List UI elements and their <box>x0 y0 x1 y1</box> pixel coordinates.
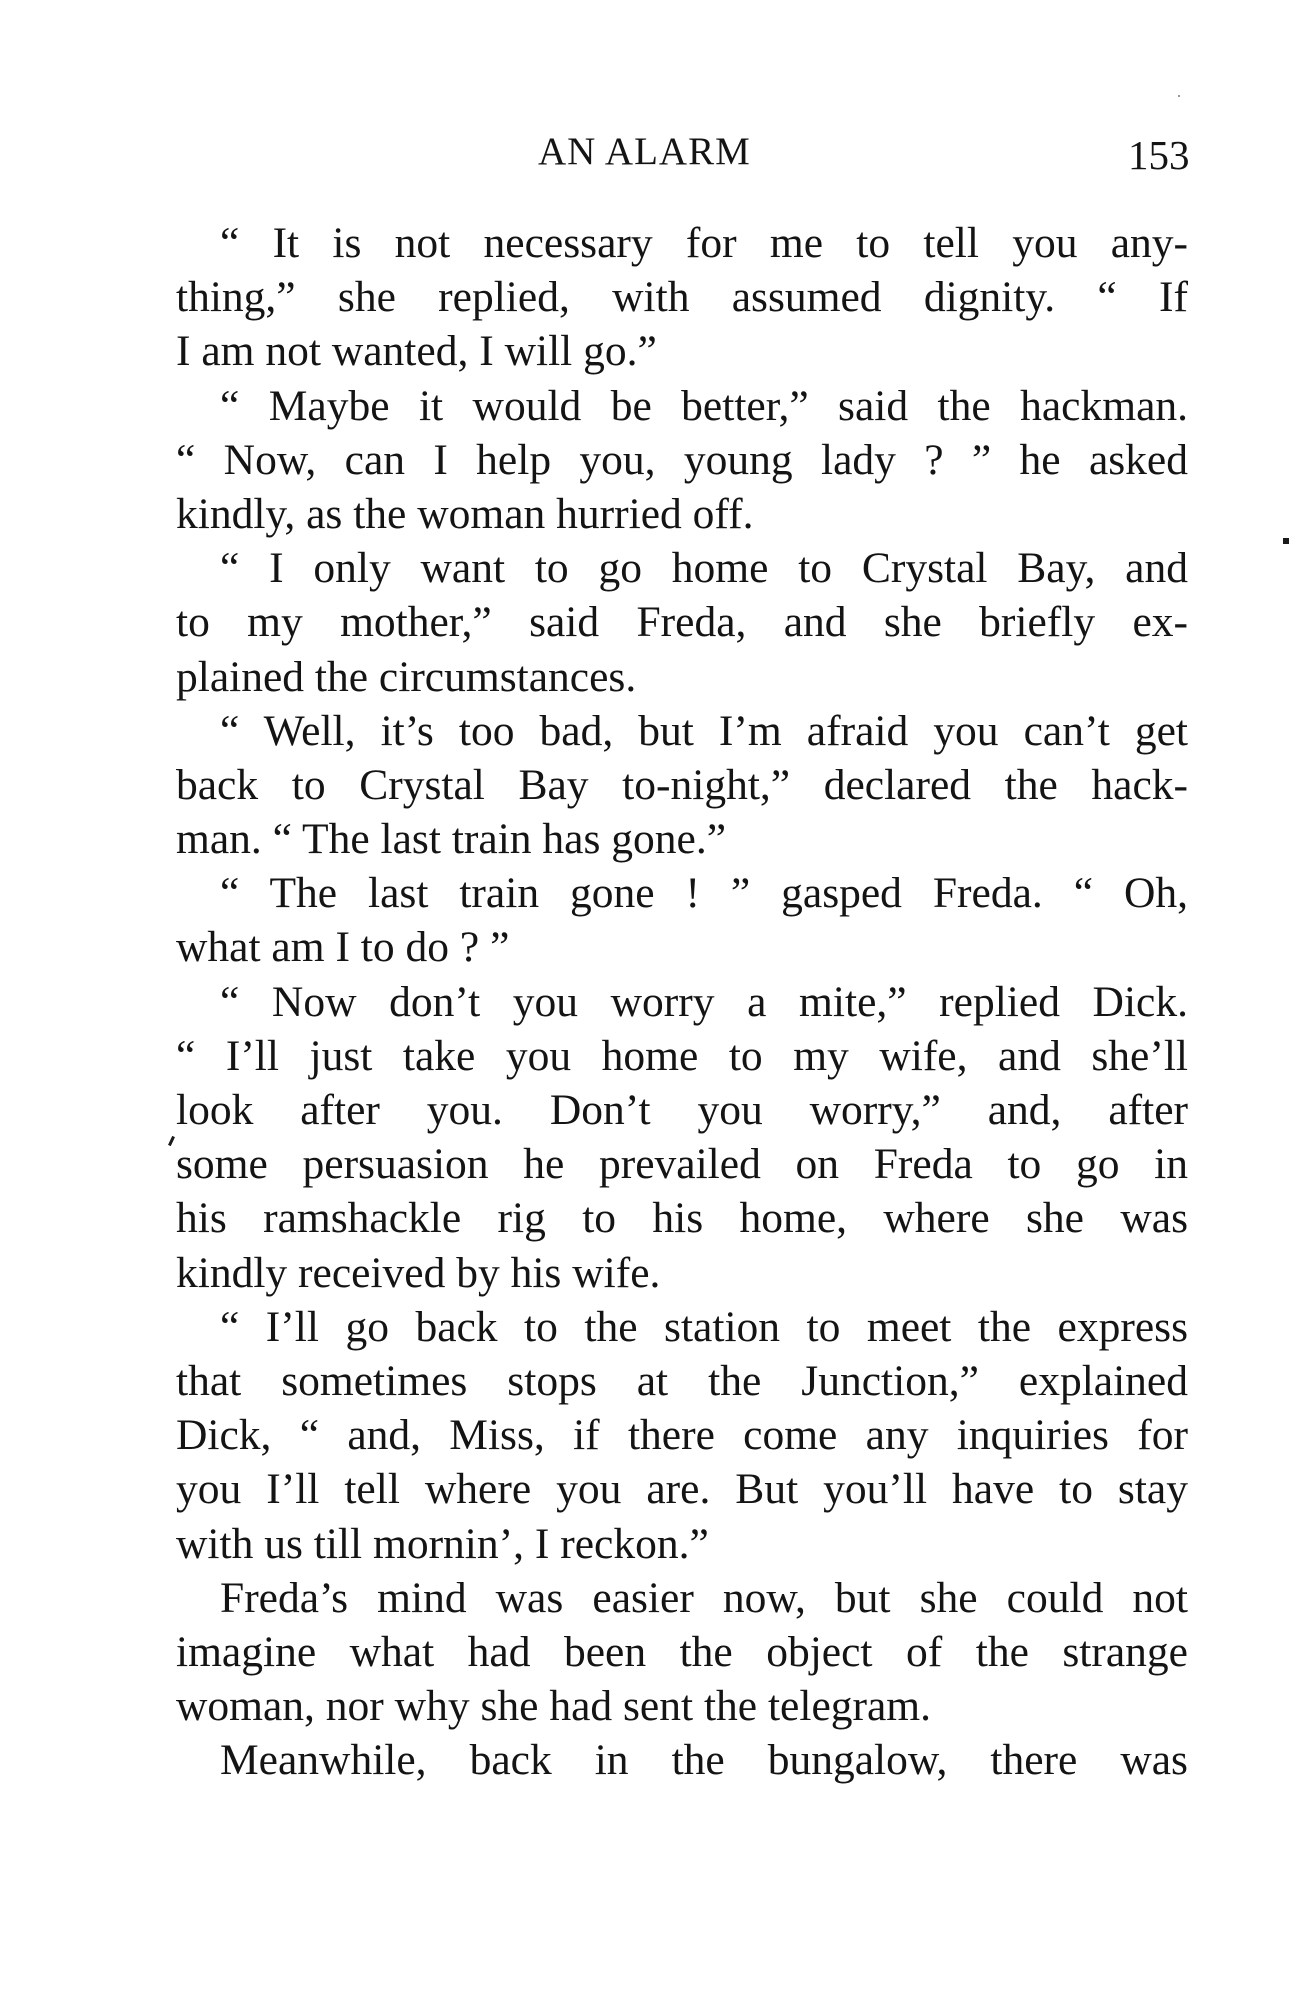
text-line: “ The last train gone ! ” gasped Freda. “ Oh, <box>220 869 1188 918</box>
page-number: 153 <box>1128 132 1190 178</box>
text-line: his ramshackle rig to his home, where she was <box>176 1194 1188 1243</box>
text-line: “ I’ll go back to the station to meet the express <box>220 1302 1188 1351</box>
text-line: I am not wanted, I will go.” <box>176 327 657 376</box>
text-line: Dick, “ and, Miss, if there come any inquiries for <box>176 1411 1188 1460</box>
text-line: kindly received by his wife. <box>176 1248 661 1297</box>
text-line: “ Now, can I help you, young lady ? ” he asked <box>176 435 1188 484</box>
text-line: Meanwhile, back in the bungalow, there was <box>220 1736 1188 1785</box>
text-line: “ Now don’t you worry a mite,” replied Dick. <box>220 977 1188 1026</box>
print-speck <box>1178 95 1180 97</box>
print-speck <box>168 1136 175 1146</box>
text-line: to my mother,” said Freda, and she briefly ex- <box>176 598 1188 647</box>
text-line: with us till mornin’, I reckon.” <box>176 1519 709 1568</box>
text-line: back to Crystal Bay to-night,” declared the hack- <box>176 760 1188 809</box>
text-line: “ I’ll just take you home to my wife, and she’ll <box>176 1031 1188 1080</box>
text-line: what am I to do ? ” <box>176 923 510 972</box>
text-line: Freda’s mind was easier now, but she could not <box>220 1573 1188 1622</box>
text-line: “ I only want to go home to Crystal Bay, and <box>220 544 1188 593</box>
chapter-title: AN ALARM <box>538 130 751 173</box>
text-line: “ Well, it’s too bad, but I’m afraid you can’t get <box>220 706 1188 755</box>
text-line: imagine what had been the object of the strange <box>176 1627 1188 1676</box>
text-line: that sometimes stops at the Junction,” explained <box>176 1356 1188 1405</box>
text-line: kindly, as the woman hurried off. <box>176 489 754 538</box>
text-line: “ It is not necessary for me to tell you any- <box>220 219 1188 267</box>
text-line: look after you. Don’t you worry,” and, after <box>176 1086 1188 1134</box>
text-line: plained the circumstances. <box>176 652 637 701</box>
text-line: some persuasion he prevailed on Freda to go in <box>176 1140 1188 1189</box>
text-line: woman, nor why she had sent the telegram. <box>176 1682 932 1731</box>
text-line: thing,” she replied, with assumed dignity. “ If <box>176 273 1188 322</box>
text-line: you I’ll tell where you are. But you’ll have to stay <box>176 1465 1188 1514</box>
running-head <box>0 128 1298 188</box>
body-text <box>176 216 1188 1787</box>
text-line: man. “ The last train has gone.” <box>176 815 727 864</box>
print-speck <box>1283 538 1289 544</box>
text-line: “ Maybe it would be better,” said the hackman. <box>220 381 1188 430</box>
